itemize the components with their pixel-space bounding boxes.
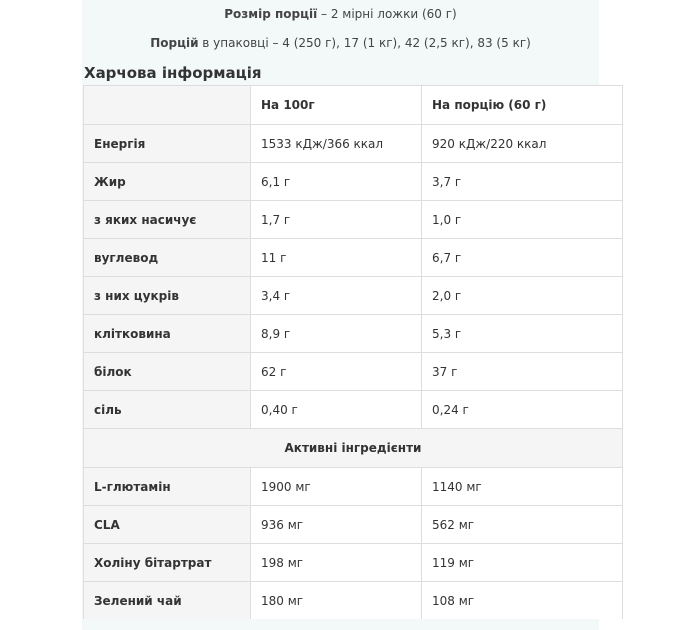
value-per-100g: 1,7 г [251,201,422,239]
nutrient-name: з яких насичує [84,201,251,239]
value-per-serving: 3,7 г [422,163,623,201]
value-per-serving: 6,7 г [422,239,623,277]
value-per-100g: 936 мг [251,506,422,544]
header-cell-empty [84,86,251,125]
nutrient-name: Жир [84,163,251,201]
active-ingredients-header-row [84,429,623,468]
table-row [84,544,623,582]
serving-size-line [82,7,599,21]
servings-per-pack-label: Порцій [150,36,199,50]
value-per-100g: 1533 кДж/366 ккал [251,125,422,163]
value-per-serving: 0,24 г [422,391,623,429]
table-row [84,582,623,620]
value-per-100g: 62 г [251,353,422,391]
value-per-serving: 119 мг [422,544,623,582]
table-row [84,315,623,353]
table-row [84,277,623,315]
active-ingredients-label: Активні інгредієнти [84,429,623,468]
nutrition-table [83,85,623,619]
table-row [84,353,623,391]
nutrient-name: вуглевод [84,239,251,277]
nutrient-name: клітковина [84,315,251,353]
nutrient-name: з них цукрів [84,277,251,315]
value-per-100g: 8,9 г [251,315,422,353]
ingredient-name: Холіну бітартрат [84,544,251,582]
value-per-100g: 0,40 г [251,391,422,429]
value-per-serving: 108 мг [422,582,623,620]
table-row [84,239,623,277]
nutrient-name: Енергія [84,125,251,163]
section-title: Харчова інформація [84,64,262,82]
serving-size-label: Розмір порції [224,7,318,21]
value-per-100g: 198 мг [251,544,422,582]
table-header-row [84,86,623,125]
value-per-100g: 1900 мг [251,468,422,506]
value-per-serving: 562 мг [422,506,623,544]
value-per-100g: 11 г [251,239,422,277]
value-per-serving: 920 кДж/220 ккал [422,125,623,163]
header-cell-per-100g: На 100г [251,86,422,125]
value-per-100g: 3,4 г [251,277,422,315]
value-per-serving: 5,3 г [422,315,623,353]
ingredient-name: CLA [84,506,251,544]
nutrient-name: білок [84,353,251,391]
ingredient-name: Зелений чай [84,582,251,620]
nutrient-name: сіль [84,391,251,429]
servings-per-pack-line [82,36,599,50]
value-per-100g: 180 мг [251,582,422,620]
ingredient-name: L-глютамін [84,468,251,506]
servings-per-pack-value: в упаковці – 4 (250 г), 17 (1 кг), 42 (2,5 кг), 83 (5 кг) [198,36,531,50]
table-row [84,163,623,201]
value-per-serving: 2,0 г [422,277,623,315]
value-per-serving: 1140 мг [422,468,623,506]
table-row [84,125,623,163]
value-per-serving: 1,0 г [422,201,623,239]
table-row [84,506,623,544]
header-cell-per-serving: На порцію (60 г) [422,86,623,125]
serving-size-value: – 2 мірні ложки (60 г) [317,7,457,21]
value-per-serving: 37 г [422,353,623,391]
table-row [84,391,623,429]
table-row [84,468,623,506]
table-row [84,201,623,239]
value-per-100g: 6,1 г [251,163,422,201]
nutrition-table-body [84,86,623,620]
